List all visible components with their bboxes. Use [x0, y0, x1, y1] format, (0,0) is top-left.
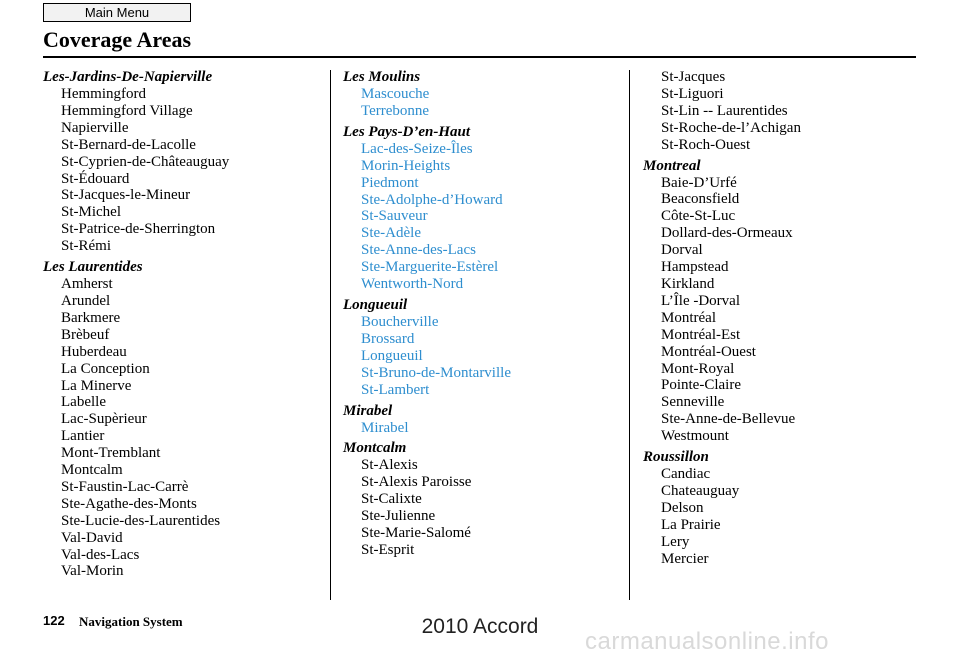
city-link[interactable]: Mirabel — [361, 419, 409, 436]
city-link[interactable]: St-Lambert — [361, 381, 430, 398]
city-item: Amherst — [61, 276, 113, 293]
city-item: Val-Morin — [61, 563, 124, 580]
city-item: St-Bernard-de-Lacolle — [61, 136, 196, 153]
city-item: Mont-Tremblant — [61, 445, 161, 462]
city-item: Barkmere — [61, 309, 121, 326]
city-item: Ste-Lucie-des-Laurentides — [61, 512, 221, 529]
city-item: St-Michel — [61, 204, 121, 221]
column-2 — [343, 69, 623, 559]
city-item: Arundel — [61, 292, 111, 309]
city-item: Westmount — [661, 428, 729, 445]
city-item: Montréal — [661, 309, 716, 326]
page-number: 122 — [43, 613, 65, 628]
city-item: Montréal-Est — [661, 326, 741, 343]
city-item: St-Esprit — [361, 541, 415, 558]
city-item: Delson — [661, 499, 704, 516]
city-item: St-Patrice-de-Sherrington — [61, 221, 216, 238]
region-list — [343, 420, 623, 437]
city-item: St-Jacques — [661, 69, 726, 85]
city-item: La Prairie — [661, 516, 721, 533]
city-item: St-Liguori — [661, 85, 724, 102]
city-item: Beaconsfield — [661, 191, 740, 208]
city-item: Ste-Marie-Salomé — [361, 525, 471, 542]
city-item: Montcalm — [61, 462, 123, 479]
city-item: Napierville — [61, 119, 129, 136]
city-item: St-Cyprien-de-Châteauguay — [61, 153, 230, 170]
region-heading: Les Pays-D’en-Haut — [343, 123, 471, 140]
city-link[interactable]: Piedmont — [361, 174, 419, 191]
city-item: L’Île -Dorval — [661, 292, 740, 309]
city-item: Ste-Agathe-des-Monts — [61, 495, 197, 512]
city-item: Kirkland — [661, 275, 715, 292]
city-item: Côte-St-Luc — [661, 208, 736, 225]
column-3 — [643, 69, 923, 567]
city-item: Huberdeau — [61, 343, 127, 360]
city-link[interactable]: Longueuil — [361, 347, 423, 364]
city-item: St-Rémi — [61, 238, 112, 255]
region-list — [343, 86, 623, 120]
city-item: Baie-D’Urfé — [661, 174, 737, 191]
title-divider — [43, 56, 916, 58]
city-item: Hemmingford Village — [61, 102, 193, 119]
city-item: Lantier — [61, 428, 105, 445]
city-link[interactable]: Morin-Heights — [361, 157, 451, 174]
region-list — [343, 457, 623, 558]
main-menu-button[interactable]: Main Menu — [43, 3, 191, 22]
region-heading: Les Laurentides — [43, 259, 143, 276]
region-list — [343, 141, 623, 293]
region-heading: Les Moulins — [343, 69, 421, 85]
region-list — [343, 314, 623, 399]
city-item: Hampstead — [661, 259, 729, 276]
column-1 — [43, 69, 323, 580]
city-item: St-Alexis Paroisse — [361, 474, 472, 491]
city-item: Ste-Julienne — [361, 508, 436, 525]
city-link[interactable]: Wentworth-Nord — [361, 276, 464, 293]
column-divider-2 — [629, 70, 630, 600]
city-item: St-Jacques-le-Mineur — [61, 187, 191, 204]
region-heading: Roussillon — [643, 449, 709, 466]
city-link[interactable]: Boucherville — [361, 313, 439, 330]
watermark-site: carmanualsonline.info — [585, 628, 829, 655]
city-item: Val-David — [61, 529, 123, 546]
city-item: Labelle — [61, 394, 106, 411]
region-list — [43, 276, 323, 580]
city-item: Dollard-des-Ormeaux — [661, 225, 793, 242]
city-item: Val-des-Lacs — [61, 546, 140, 563]
city-item: La Minerve — [61, 377, 132, 394]
watermark-model: 2010 Accord — [421, 615, 539, 638]
region-list — [643, 175, 923, 446]
city-link[interactable]: Mascouche — [361, 86, 430, 102]
city-item: Dorval — [661, 242, 703, 259]
page-title: Coverage Areas — [43, 27, 192, 52]
city-item: Mercier — [661, 550, 709, 567]
city-item: Ste-Anne-de-Bellevue — [661, 411, 796, 428]
region-list — [43, 86, 323, 255]
section-label: Navigation System — [79, 614, 183, 629]
region-heading: Longueuil — [343, 296, 408, 313]
city-item: Montréal-Ouest — [661, 343, 756, 360]
column-divider-1 — [330, 70, 331, 600]
region-heading: Les-Jardins-De-Napierville — [43, 69, 213, 85]
city-link[interactable]: Lac-des-Seize-Îles — [361, 140, 473, 157]
region-list — [643, 466, 923, 567]
city-item: St-Calixte — [361, 491, 422, 508]
city-link[interactable]: Ste-Adèle — [361, 225, 421, 242]
city-item: St-Lin -- Laurentides — [661, 102, 788, 119]
city-item: St-Édouard — [61, 170, 130, 187]
city-item: Senneville — [661, 394, 725, 411]
city-item: La Conception — [61, 360, 150, 377]
city-item: Pointe-Claire — [661, 377, 741, 394]
region-heading: Mirabel — [343, 402, 393, 419]
city-item: St-Faustin-Lac-Carrè — [61, 478, 189, 495]
city-link[interactable]: Brossard — [361, 330, 415, 347]
city-item: Lery — [661, 533, 690, 550]
city-item: St-Roche-de-l’Achigan — [661, 119, 801, 136]
city-item: Brèbeuf — [61, 326, 110, 343]
region-list — [643, 69, 923, 154]
city-item: St-Roch-Ouest — [661, 136, 751, 153]
city-link[interactable]: Ste-Adolphe-d’Howard — [361, 191, 503, 208]
city-item: Candiac — [661, 466, 711, 483]
city-link[interactable]: Ste-Anne-des-Lacs — [361, 242, 476, 259]
city-item: Hemmingford — [61, 86, 146, 102]
city-item: Chateauguay — [661, 482, 740, 499]
region-heading: Montcalm — [343, 440, 407, 457]
city-item: Lac-Supèrieur — [61, 411, 147, 428]
region-heading: Montreal — [643, 157, 701, 174]
city-link[interactable]: St-Sauveur — [361, 208, 428, 225]
city-link[interactable]: Terrebonne — [361, 102, 430, 119]
city-item: St-Alexis — [361, 457, 418, 474]
city-item: Mont-Royal — [661, 360, 735, 377]
city-link[interactable]: Ste-Marguerite-Estèrel — [361, 259, 499, 276]
city-link[interactable]: St-Bruno-de-Montarville — [361, 364, 511, 381]
